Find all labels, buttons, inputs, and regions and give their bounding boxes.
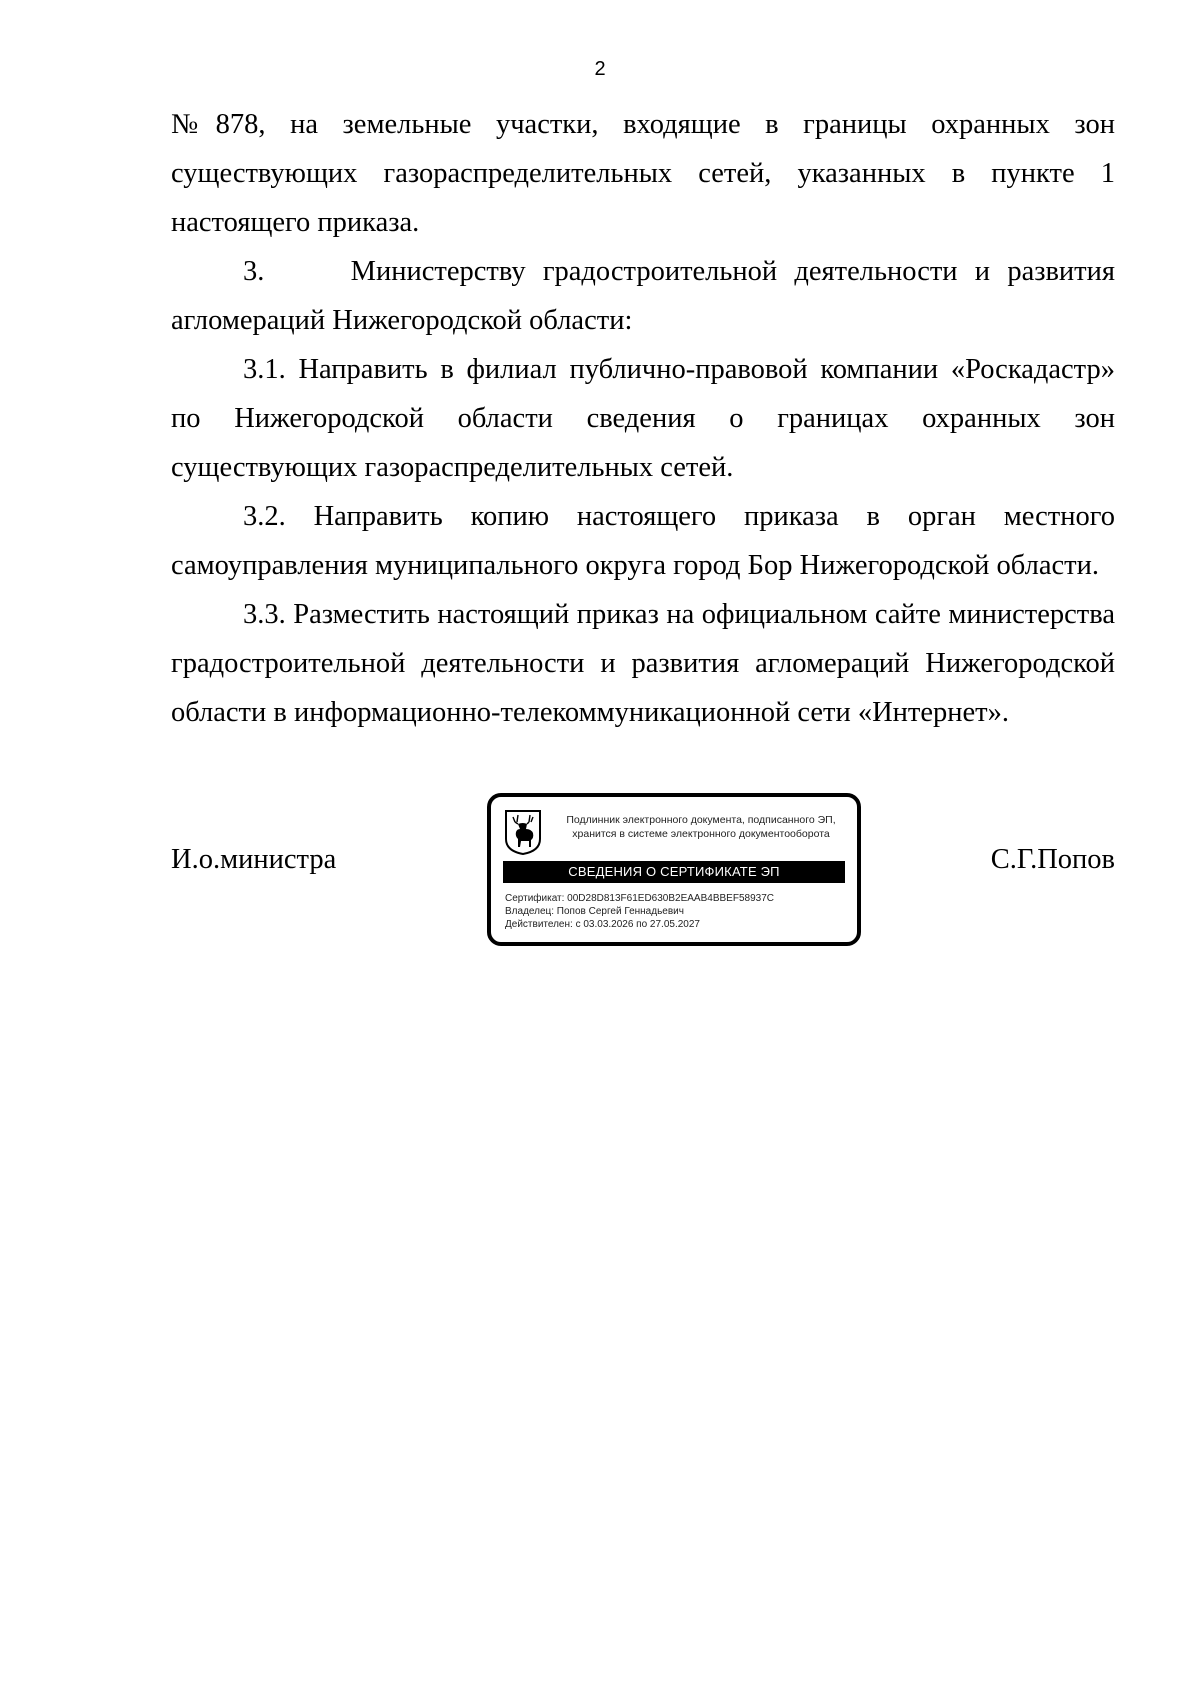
certificate-validity: Действителен: с 03.03.2026 по 27.05.2027 bbox=[505, 919, 700, 930]
paragraph-item-3: 3. Министерству градостроительной деятельности и развития агломераций Нижегородской области: bbox=[171, 256, 1115, 336]
signer-position: И.о.министра bbox=[171, 844, 337, 875]
stamp-note-line-2: хранится в системе электронного документооборота bbox=[572, 828, 830, 840]
page-number: 2 bbox=[594, 58, 606, 80]
certificate-owner: Владелец: Попов Сергей Геннадьевич bbox=[505, 906, 684, 917]
paragraph-continuation: №878, на земельные участки, входящие в границы охранных зон существующих газораспределительных сетей, указанных в пункте 1 настоящего приказа. bbox=[171, 109, 1115, 238]
stamp-details bbox=[505, 892, 855, 931]
deer-emblem-icon bbox=[504, 809, 542, 855]
stamp-header: СВЕДЕНИЯ О СЕРТИФИКАТЕ ЭП bbox=[503, 861, 845, 883]
document-body bbox=[171, 100, 1115, 737]
signer-name: С.Г.Попов bbox=[990, 844, 1115, 875]
signature-block bbox=[171, 793, 1115, 953]
paragraph-item-3-3: 3.3. Разместить настоящий приказ на официальном сайте министерства градостроительной деятельности и развития агломераций Нижегородской области в информационно-телекоммуникационной сети «Интернет». bbox=[171, 599, 1115, 728]
paragraph-item-3-2: 3.2. Направить копию настоящего приказа в орган местного самоуправления муниципального округа город Бор Нижегородской области. bbox=[171, 501, 1115, 581]
stamp-note bbox=[551, 813, 851, 841]
stamp-note-line-1: Подлинник электронного документа, подписанного ЭП, bbox=[566, 814, 836, 826]
certificate-number: Сертификат: 00D28D813F61ED630B2EAAB4BBEF58937C bbox=[505, 893, 774, 904]
paragraph-item-3-1: 3.1. Направить в филиал публично-правовой компании «Роскадастр» по Нижегородской области сведения о границах охранных зон существующих газораспределительных сетей. bbox=[171, 354, 1115, 483]
electronic-signature-stamp bbox=[487, 793, 861, 946]
